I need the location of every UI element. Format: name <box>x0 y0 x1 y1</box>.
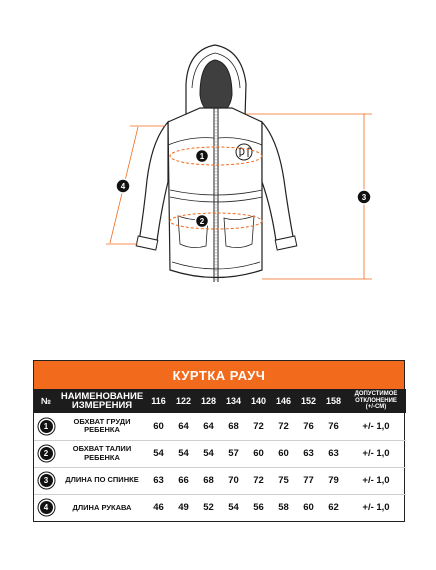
brand-logo-icon <box>236 144 252 160</box>
size-header: 158 <box>325 395 342 406</box>
marker-1-badge <box>196 150 209 163</box>
size-table-card <box>33 360 405 522</box>
measure-value: 64 <box>178 420 189 432</box>
tolerance-value: +/- 1,0 <box>362 448 390 459</box>
measure-value: 58 <box>278 502 289 514</box>
size-header: 128 <box>200 395 217 406</box>
marker-badge: 3 <box>40 474 53 487</box>
table-row <box>34 467 406 494</box>
measure-value: 66 <box>178 475 189 486</box>
measure-value: 76 <box>303 420 314 432</box>
tolerance-header: ДОПУСТИМОЕ ОТКЛОНЕНИЕ (+/-СМ) <box>354 391 398 411</box>
measure-value: 63 <box>328 448 339 459</box>
size-header: 152 <box>300 395 317 406</box>
table-title: КУРТКА РАУЧ <box>34 361 404 389</box>
measure-value: 75 <box>278 475 289 486</box>
size-header: 116 <box>151 395 166 406</box>
measure-value: 77 <box>303 475 314 486</box>
svg-text:2: 2 <box>199 217 205 226</box>
right-sleeve <box>262 122 294 248</box>
marker-badge: 4 <box>40 501 53 514</box>
param-header: НАИМЕНОВАНИЕ ИЗМЕРЕНИЯ <box>60 390 144 411</box>
measure-value: 54 <box>228 502 239 514</box>
measure-value: 68 <box>203 475 214 486</box>
param-name: ДЛИНА РУКАВА <box>72 502 132 512</box>
measure-value: 57 <box>228 448 239 459</box>
param-name: ОБХВАТ ТАЛИИ РЕБЕНКА <box>72 444 132 462</box>
measure-value: 60 <box>278 448 289 459</box>
measure-value: 49 <box>178 502 189 514</box>
marker-badge: 1 <box>40 420 53 433</box>
size-header: 122 <box>175 395 192 406</box>
marker-badge: 2 <box>40 447 53 460</box>
measure-value: 63 <box>303 448 314 459</box>
measure-value: 46 <box>153 502 164 514</box>
measure-value: 54 <box>203 448 214 459</box>
svg-text:4: 4 <box>120 182 126 191</box>
number-header: № <box>40 395 52 406</box>
left-sleeve <box>139 122 168 248</box>
table-header-row <box>34 389 406 413</box>
measure-value: 60 <box>253 448 264 459</box>
size-header: 140 <box>250 395 267 406</box>
measure-value: 64 <box>203 420 214 432</box>
table-row <box>34 494 406 521</box>
param-name: ОБХВАТ ГРУДИ РЕБЕНКА <box>73 416 131 435</box>
measure-value: 70 <box>228 475 239 486</box>
tolerance-value: +/- 1,0 <box>362 475 390 486</box>
size-table <box>34 389 406 521</box>
marker-2-badge <box>196 215 209 228</box>
svg-text:1: 1 <box>199 152 205 161</box>
measure-value: 72 <box>253 475 264 486</box>
measure-value: 60 <box>303 502 314 514</box>
measure-value: 68 <box>228 420 239 432</box>
measure-value: 72 <box>278 420 289 432</box>
measure-value: 63 <box>153 475 164 486</box>
measure-value: 60 <box>153 420 164 432</box>
param-name: ДЛИНА ПО СПИНКЕ <box>65 475 139 485</box>
measure-value: 76 <box>328 420 339 432</box>
measure-value: 79 <box>328 475 339 486</box>
measure-value: 54 <box>153 448 164 459</box>
measure-value: 56 <box>253 502 264 514</box>
size-header: 146 <box>275 395 292 406</box>
measure-value: 72 <box>253 420 264 432</box>
table-row <box>34 440 406 467</box>
size-header: 134 <box>225 395 242 406</box>
tolerance-value: +/- 1,0 <box>362 502 390 514</box>
measure-value: 52 <box>203 502 214 514</box>
svg-text:3: 3 <box>361 193 367 202</box>
table-row <box>34 413 406 440</box>
tolerance-value: +/- 1,0 <box>362 420 390 432</box>
measure-value: 62 <box>328 502 339 514</box>
measure-value: 54 <box>178 448 189 459</box>
